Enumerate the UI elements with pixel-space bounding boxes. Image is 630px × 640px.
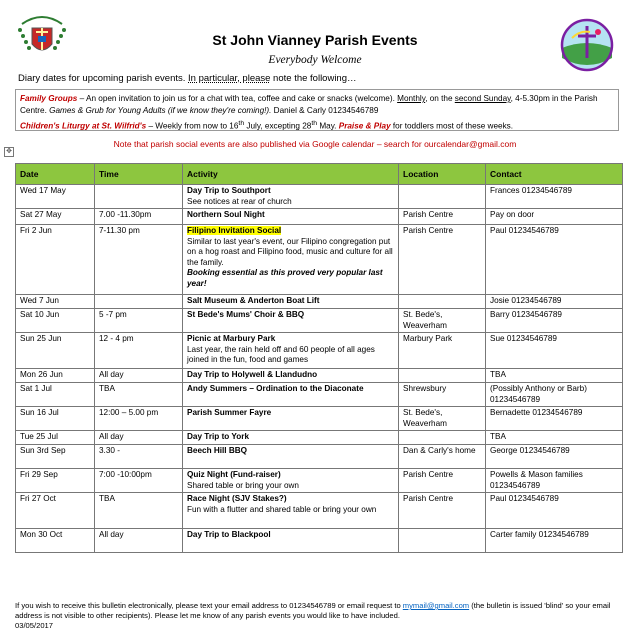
table-row (16, 469, 623, 493)
cell-contact: Josie 01234546789 (486, 295, 623, 309)
cell-time: 3.30 - (95, 445, 183, 469)
activity-desc: Shared table or bring your own (187, 480, 299, 490)
cell-location (399, 185, 486, 209)
cell-location: Parish Centre (399, 493, 486, 529)
cell-location: Parish Centre (399, 469, 486, 493)
cell-time: 5 -7 pm (95, 309, 183, 333)
cell-time: TBA (95, 493, 183, 529)
activity-title: Salt Museum & Anderton Boat Lift (187, 296, 320, 305)
header-time: Time (95, 164, 183, 185)
cell-activity (183, 445, 399, 469)
activity-title: Beech Hill BBQ (187, 446, 248, 455)
cell-time: All day (95, 529, 183, 553)
table-move-handle-icon[interactable]: ✥ (4, 147, 14, 157)
cell-contact: Bernadette 01234546789 (486, 407, 623, 431)
table-row (16, 529, 623, 553)
table-row (16, 295, 623, 309)
table-row (16, 309, 623, 333)
children-sup-1: th (238, 120, 245, 127)
cell-location: St. Bede's, Weaverham (399, 309, 486, 333)
cell-time: 7:00 -10:00pm (95, 469, 183, 493)
cell-contact: Carter family 01234546789 (486, 529, 623, 553)
header-contact: Contact (486, 164, 623, 185)
activity-title: Day Trip to Southport (187, 186, 271, 195)
cell-contact: Paul 01234546789 (486, 225, 623, 295)
family-games: Games & Grub for Young Adults (if we know they're coming!). (49, 105, 272, 115)
cell-contact: Paul 01234546789 (486, 493, 623, 529)
family-second-sunday: second Sunday (454, 94, 511, 103)
activity-title: Andy Summers – Ordination to the Diaconate (187, 384, 364, 393)
activity-desc: See notices at rear of church (187, 196, 292, 206)
footer-email-link[interactable]: mymail@gmail.com (402, 601, 470, 610)
cell-contact: TBA (486, 431, 623, 445)
childrens-liturgy-line (20, 118, 614, 132)
footer-text-2: (the bulletin is issued 'blind' so your email address is not visible to other recipients). Please let me know of any parish events you would like to have included. (15, 601, 611, 620)
intro-start: Diary dates for upcoming parish events. (18, 73, 189, 84)
cell-activity (183, 209, 399, 225)
family-contact: Daniel & Carly 01234546789 (271, 105, 379, 115)
cell-contact: TBA (486, 369, 623, 383)
cell-date: Fri 27 Oct (16, 493, 95, 529)
cell-activity (183, 295, 399, 309)
activity-title: Filipino Invitation Social (187, 226, 282, 235)
children-text-4: for toddlers most of these weeks. (390, 121, 514, 131)
cell-activity (183, 369, 399, 383)
cell-date: Sun 16 Jul (16, 407, 95, 431)
cell-time (95, 295, 183, 309)
family-text-3: , 4-5.30pm in the Parish Centre. (20, 94, 598, 115)
cell-location: Marbury Park (399, 333, 486, 369)
cell-activity (183, 309, 399, 333)
cell-time: All day (95, 431, 183, 445)
cell-date: Wed 7 Jun (16, 295, 95, 309)
table-row (16, 185, 623, 209)
cell-date: Sun 3rd Sep (16, 445, 95, 469)
activity-title: Day Trip to Holywell & Llandudno (187, 370, 318, 379)
activity-title: Parish Summer Fayre (187, 408, 272, 417)
children-text-2: July, excepting 28 (244, 121, 312, 131)
footer-text-1: If you wish to receive this bulletin electronically, please text your email address to 01234546789 or email request to (15, 601, 403, 610)
activity-title: St Bede's Mums' Choir & BBQ (187, 310, 305, 319)
family-groups-line (20, 93, 614, 116)
table-row (16, 445, 623, 469)
cell-date: Tue 25 Jul (16, 431, 95, 445)
table-row (16, 333, 623, 369)
cell-date: Sat 1 Jul (16, 383, 95, 407)
header-date: Date (16, 164, 95, 185)
intro-text (18, 73, 357, 84)
cell-activity (183, 383, 399, 407)
cell-activity (183, 493, 399, 529)
calendar-note: Note that parish social events are also published via Google calendar – search for ourcalendar@gmail.com (113, 139, 517, 149)
footer-date: 03/05/2017 (15, 621, 54, 630)
activity-desc: Fun with a flutter and shared table or bring your own (187, 504, 377, 514)
table-header-row (16, 164, 623, 185)
cell-location: Parish Centre (399, 225, 486, 295)
cell-time: TBA (95, 383, 183, 407)
cell-date: Fri 29 Sep (16, 469, 95, 493)
header-activity: Activity (183, 164, 399, 185)
header-location: Location (399, 164, 486, 185)
intro-end: note the following… (270, 73, 357, 84)
table-row (16, 369, 623, 383)
family-text-2: , on the (425, 94, 455, 103)
cell-contact: Powells & Mason families 01234546789 (486, 469, 623, 493)
activity-title: Race Night (SJV Stakes?) (187, 494, 287, 503)
family-monthly: Monthly (397, 94, 426, 103)
footer (15, 601, 625, 631)
table-row (16, 431, 623, 445)
family-groups-label: Family Groups (20, 94, 78, 103)
activity-desc: Similar to last year's event, our Filipino congregation put on a hog roast and Filipino food, music and culture for all the family. (187, 236, 393, 267)
cell-date: Mon 26 Jun (16, 369, 95, 383)
cell-activity (183, 431, 399, 445)
cell-location: Parish Centre (399, 209, 486, 225)
children-text-3: May. (317, 121, 339, 131)
notice-box (15, 89, 619, 131)
cell-time: 7.00 -11.30pm (95, 209, 183, 225)
activity-title: Day Trip to Blackpool (187, 530, 271, 539)
children-praise-play: Praise & Play (338, 121, 391, 131)
page-title: St John Vianney Parish Events (212, 32, 418, 48)
cell-location (399, 369, 486, 383)
table-row (16, 407, 623, 431)
cell-location: Dan & Carly's home (399, 445, 486, 469)
cell-activity (183, 529, 399, 553)
cell-location: Shrewsbury (399, 383, 486, 407)
cell-date: Fri 2 Jun (16, 225, 95, 295)
events-table (15, 163, 623, 553)
cell-location (399, 529, 486, 553)
cell-location: St. Bede's, Weaverham (399, 407, 486, 431)
cell-time: 12:00 – 5.00 pm (95, 407, 183, 431)
cell-time: 7-11.30 pm (95, 225, 183, 295)
intro-underlined: In particular, please (188, 73, 271, 84)
cell-contact: George 01234546789 (486, 445, 623, 469)
table-row (16, 209, 623, 225)
activity-extra: Booking essential as this proved very popular last year! (187, 268, 383, 288)
activity-title: Picnic at Marbury Park (187, 334, 276, 343)
cell-date: Sun 25 Jun (16, 333, 95, 369)
page-subtitle: Everybody Welcome (268, 54, 362, 66)
table-row (16, 225, 623, 295)
childrens-liturgy-label: Children's Liturgy at St. Wilfrid's (20, 121, 147, 131)
cell-date: Wed 17 May (16, 185, 95, 209)
cell-activity (183, 407, 399, 431)
children-text-1: – Weekly from now to 16 (146, 121, 239, 131)
activity-desc: Last year, the rain held off and 60 people of all ages joined in the fun, food and games (187, 344, 375, 364)
cell-activity (183, 225, 399, 295)
cell-contact: Barry 01234546789 (486, 309, 623, 333)
activity-title: Northern Soul Night (187, 210, 265, 219)
cell-time: 12 - 4 pm (95, 333, 183, 369)
cell-contact: Sue 01234546789 (486, 333, 623, 369)
cell-activity (183, 333, 399, 369)
activity-title-wrap (187, 226, 394, 237)
cell-location (399, 295, 486, 309)
cell-activity (183, 469, 399, 493)
cell-date: Mon 30 Oct (16, 529, 95, 553)
family-text-1: – An open invitation to join us for a chat with tea, coffee and cake or snacks (welcome). (77, 94, 398, 103)
table-row (16, 383, 623, 407)
activity-title: Quiz Night (Fund-raiser) (187, 470, 281, 479)
cell-location (399, 431, 486, 445)
cell-contact: Pay on door (486, 209, 623, 225)
cell-date: Sat 27 May (16, 209, 95, 225)
cell-contact: Frances 01234546789 (486, 185, 623, 209)
activity-title: Day Trip to York (187, 432, 250, 441)
cell-time: All day (95, 369, 183, 383)
cell-activity (183, 185, 399, 209)
children-sup-2: th (311, 120, 318, 127)
cell-contact: (Possibly Anthony or Barb) 01234546789 (486, 383, 623, 407)
cell-time (95, 185, 183, 209)
cell-date: Sat 10 Jun (16, 309, 95, 333)
table-row (16, 493, 623, 529)
